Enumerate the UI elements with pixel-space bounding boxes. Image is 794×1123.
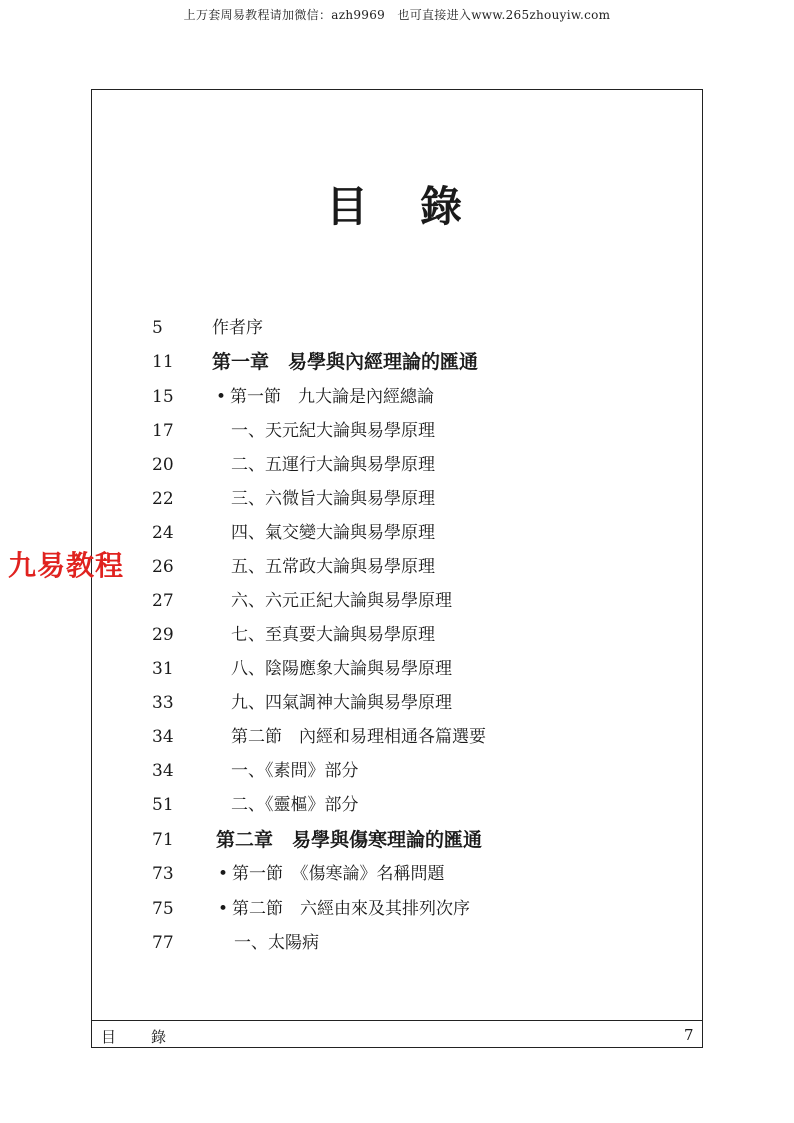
toc-page-number: 20 xyxy=(152,455,174,475)
toc-row xyxy=(0,382,794,412)
toc-page-number: 17 xyxy=(152,421,174,441)
toc-page-number: 73 xyxy=(152,864,174,884)
toc-entry-text: 八、陰陽應象大論與易學原理 xyxy=(231,659,452,679)
footer-divider xyxy=(91,1020,703,1021)
bullet-icon: • xyxy=(216,387,227,407)
toc-row xyxy=(0,688,794,718)
toc-entry-text: 三、六微旨大論與易學原理 xyxy=(231,489,435,509)
toc-row xyxy=(0,416,794,446)
toc-entry-text: 第二節 內經和易理相通各篇選要 xyxy=(231,727,486,747)
toc-page-number: 24 xyxy=(152,523,174,543)
toc-row xyxy=(0,859,794,889)
toc-page-number: 11 xyxy=(152,352,174,372)
toc-row xyxy=(0,484,794,514)
toc-page-number: 15 xyxy=(152,387,174,407)
toc-entry-text: 二、《靈樞》部分 xyxy=(231,795,359,815)
toc-page-number: 5 xyxy=(152,318,163,338)
toc-row xyxy=(0,620,794,650)
bullet-icon: • xyxy=(218,899,229,919)
toc-entry-text: 五、五常政大論與易學原理 xyxy=(231,557,435,577)
toc-row xyxy=(0,722,794,752)
title-char-1: 目 xyxy=(325,182,374,231)
toc-entry-text: 七、至真要大論與易學原理 xyxy=(231,625,435,645)
toc-entry-text: 一、太陽病 xyxy=(234,933,319,953)
toc-entry-text: 四、氣交變大論與易學原理 xyxy=(231,523,435,543)
toc-chapter-title: 第二章 易學與傷寒理論的匯通 xyxy=(216,829,483,851)
toc-entry-text: 第二節 六經由來及其排列次序 xyxy=(232,899,470,919)
footer-page-number: 7 xyxy=(684,1026,694,1044)
title-char-2: 錄 xyxy=(420,182,469,231)
toc-page-number: 29 xyxy=(152,625,174,645)
toc-row xyxy=(0,928,794,958)
toc-page-number: 26 xyxy=(152,557,174,577)
toc-page-number: 22 xyxy=(152,489,174,509)
toc-entry-text: 一、天元紀大論與易學原理 xyxy=(231,421,435,441)
toc-row xyxy=(0,552,794,582)
toc-row xyxy=(0,518,794,548)
toc-row xyxy=(0,825,794,855)
page-title xyxy=(0,174,794,234)
toc-chapter-title: 第一章 易學與內經理論的匯通 xyxy=(212,351,479,373)
toc-row xyxy=(0,894,794,924)
toc-row xyxy=(0,756,794,786)
toc-row xyxy=(0,654,794,684)
toc-page-number: 27 xyxy=(152,591,174,611)
header-note: 上万套周易教程请加微信：azh9969 也可直接进入www.265zhouyiw.com xyxy=(183,8,611,22)
toc-page-number: 34 xyxy=(152,761,174,781)
watermark-text: 九易教程 xyxy=(8,549,125,582)
toc-page-number: 77 xyxy=(152,933,174,953)
footer-section-title: 目 錄 xyxy=(101,1028,177,1046)
toc-row xyxy=(0,586,794,616)
toc-row xyxy=(0,347,794,377)
toc-row xyxy=(0,450,794,480)
toc-row xyxy=(0,313,794,343)
toc-page-number: 34 xyxy=(152,727,174,747)
toc-row xyxy=(0,790,794,820)
toc-page-number: 51 xyxy=(152,795,174,815)
toc-page-number: 71 xyxy=(152,830,174,850)
toc-entry-text: 二、五運行大論與易學原理 xyxy=(231,455,435,475)
toc-entry-text: 九、四氣調神大論與易學原理 xyxy=(231,693,452,713)
toc-entry-text: 六、六元正紀大論與易學原理 xyxy=(231,591,452,611)
bullet-icon: • xyxy=(218,864,229,884)
toc-page-number: 75 xyxy=(152,899,174,919)
toc-entry-text: 第一節 《傷寒論》名稱問題 xyxy=(232,864,445,884)
toc-entry-text: 作者序 xyxy=(212,318,263,338)
toc-page-number: 31 xyxy=(152,659,174,679)
toc-page-number: 33 xyxy=(152,693,174,713)
toc-entry-text: 第一節 九大論是內經總論 xyxy=(230,387,434,407)
toc-entry-text: 一、《素問》部分 xyxy=(231,761,359,781)
